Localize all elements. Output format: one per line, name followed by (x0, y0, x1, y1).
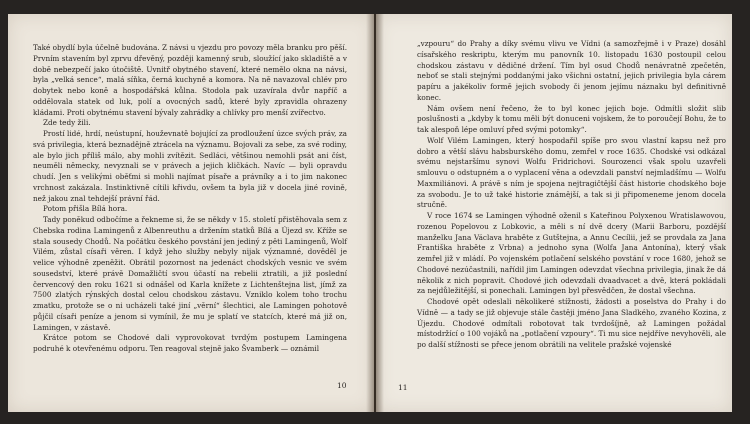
left-book-page (8, 14, 374, 412)
paragraph: Nám ovšem není řečeno, že to byl konec jejich boje. Odmítli složit slib poslušnosti a „kdyby k tomu měli být donuceni vojskem, že to poroučejí Bohu, že to tak alespoň lépe omluví před svými potomky“. (417, 103, 726, 134)
paragraph: „vzpouru“ do Prahy a díky svému vlivu ve Vídni (a samozřejmě i v Praze) dosáhl císařského reskriptu, kterým mu panovník 10. listopadu 1630 postoupil celou chodskou zástavu v dědičné držení. Tím byl osud Chodů nenávratně zpečetěn, neboť se stali stejnými poddanými jako všichni ostatní, jejich privilegia byla cárem papíru a jakékoliv formě jejich svobody či jenom jejímu náznaku byl definitivně konec. (417, 39, 726, 102)
paragraph: V roce 1674 se Lamingen výhodně oženil s Kateřinou Polyxenou Wratislawovou, rozenou Popelovou z Lobkovic, a měli s ní dvě dcery (Marii Barboru, pozdější manželku Jana Václava hraběte z Gutštejna, a Annu Cecílii, jež se provdala za Jana Františka hraběte z Vrbna) a jednoho syna (Wolfa Jana Antonína), který však zemřel již v mládí. Po vojenském potlačení selského povstání v roce 1680, jehož se Chodové nezúčastnili, nařídil jim Lamingen odevzdat všechna privilegia, jinak že dá několik z nich popravit. Chodové jich odevzdali dvaadvacet a dvě, která pokládali za nejdůležitější, si ponechali. Lamingen byl přesvědčen, že dostal všechna. (417, 211, 726, 296)
paragraph: Zde tedy žili. (43, 118, 91, 128)
paragraph: Chodové opět odeslali několikeré stížnosti, žádosti a poselstva do Prahy i do Vídně — a tady se již objevuje stále častěji jméno Jana Sladkého, zvaného Kozina, z Újezdu. Chodové odmítali robotovat tak tvrdošíjně, až Lamingen požádal místodržící o 100 vojáků na „potlačení vzpoury“. Ti mu sice nejdříve nevyhověli, ale po další stížnosti se přece jenom obrátili na velitele pražské vojenské (417, 297, 726, 349)
paragraph: Tady poněkud odbočíme a řekneme si, že se někdy v 15. století přistěhovala sem z Chebska rodina Lamingenů z Albenreuthu a držením statků Bílá a Újezd sv. Kříže se stala sousedy Chodů. Na počátku českého povstání jen jediný z pěti Lamingenů, Wolf Vilém, zůstal císaři věren. I když jeho služby nebyly nijak významné, dověděl je velice výhodně zpeněžit. Obrátil pozornost na jedenáct chodských vesnic ve svém sousedství, které právě Domažličtí svou účastí na rebelii ztratili, a již poslední červencový den roku 1621 si odnášel od Karla knížete z Lichtenštejna list, jímž za 7500 zlatých rýnských dostal celou chodskou zástavu. Vzniklo kolem toho trochu zmatku, protože se o ni ucházeli také jiní „věrní“ šlechtici, ale Lamingen pohotově půjčil císaři peníze a jenom si vymínil, že mu je splatí ve statcích, které má již on, Lamingen, v zástavě. (33, 215, 347, 332)
right-page-text (417, 39, 726, 351)
paragraph: Krátce potom se Chodové dali vyprovokovat tvrdým postupem Lamingena podruhé k otevřenému odporu. Ten reagoval stejně jako Švamberk — oznámil (33, 333, 347, 353)
page-number: 11 (398, 383, 408, 392)
paragraph: Potom přišla Bílá hora. (43, 204, 128, 214)
paragraph: Wolf Vilém Lamingen, který hospodařil spíše pro svou vlastní kapsu než pro dobro a větší slávu habsburského domu, zemřel v roce 1635. Chodské vsi odkázal svému nejstaršímu synovi Wolfu Fridrichovi. Sourozenci však spolu uzavřeli smlouvu o odstupném a o vyplacení věna a odevzdali panství nejmladšímu — Wolfu Maxmiliánovi. A právě s ním je spojena nejtragičtější část historie chodského boje za svobodu. Je to už také historie známější, a tak si ji připomeneme jenom docela stručně. (417, 135, 726, 210)
paragraph: Prostí lidé, hrdí, neústupní, houževnatě bojující za prodloužení úzce svých práv, za svá privilegia, která beznadějně ztrácela na významu. Bojovali za sebe, za své rodiny, ale bylo jich příliš málo, aby mohli zvítězit. Sedláci, většinou nemohli psát ani číst, neuměli německy, nevyznali se v právech a jejich kličkách. Navíc — byli opravdu chudí. Jen s velikými oběťmi si mohli najímat písaře a právníky a i to jim nakonec vrchnost zakázala. Instinktivně cítili křivdu, ovšem ta byla již v docela jiné rovině, než jakou znal tehdejší právní řád. (33, 129, 347, 203)
right-book-page (376, 14, 732, 412)
paragraph: Také obydlí byla účelně budována. Z návsi u vjezdu pro povozy měla branku pro pěší. Prvním stavením byl zprvu dřevěný, později kamenný srub, sloužící jako skladiště a v době nebezpečí jako útočiště. Uvnitř obytného stavení, které nemělo okna na návsi, byla „velká sence“, malá síňka, černá kuchyně a komora. Na ně navazoval chlév pro dobytek nebo koně a hospodářská kůlna. Stodola pak uzavírala dvůr napříč a oddělovala statek od luk, polí a ovocných sadů, které byly zpravidla ohrazeny kládami. Proti obytnému stavení bývaly zahrádky a chlívky pro menší zvířectvo. (33, 43, 347, 117)
left-page-text (33, 43, 347, 355)
page-number: 10 (337, 381, 347, 390)
